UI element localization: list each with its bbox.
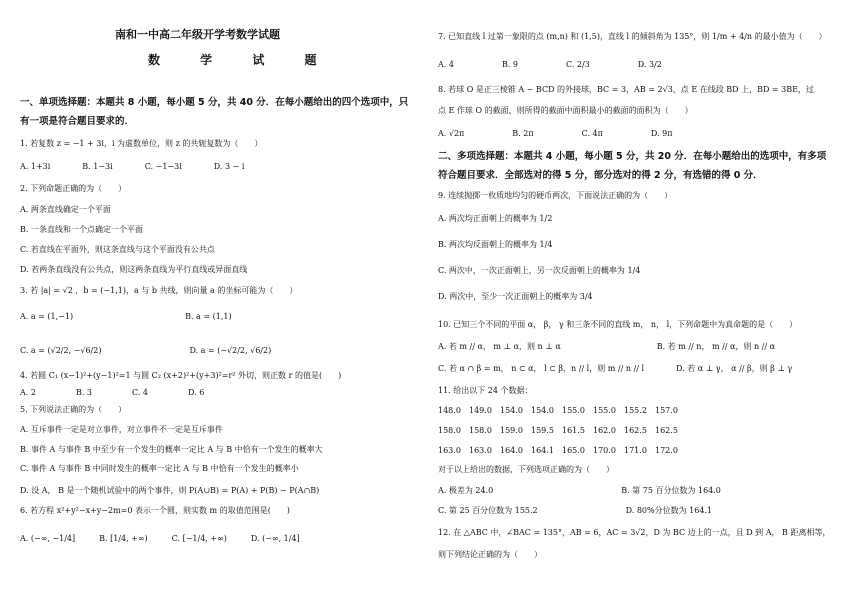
q3-options-ab: A. a = (1,−1) B. a = (1,1) xyxy=(20,312,232,321)
q11-options-cd: C. 第 25 百分位数为 155.2 D. 80%分位数为 164.1 xyxy=(438,506,713,515)
q8-stem: 8. 若球 O 是正三棱锥 A − BCD 的外接球，BC = 3，AB = 2√3，点 E 在线段 BD 上，BD = 3BE，过 xyxy=(438,85,814,94)
q10-stem: 10. 已知三个不同的平面 α， β， γ 和三条不同的直线 m， n， l，下列命题中为真命题的是（ ） xyxy=(438,320,798,329)
q12-stem-cont: 则下列结论正确的为（ ） xyxy=(438,550,542,559)
q2-option-a: A. 两条直线确定一个平面 xyxy=(20,205,111,214)
q5-option-d: D. 设 A， B 是一个随机试验中的两个事件，则 P(A∪B) = P(A) + P(B) − P(A∩B) xyxy=(20,486,320,495)
q8-stem-cont: 点 E 作球 O 的截面，则所得的截面中面积最小的截面的面积为（ ） xyxy=(438,106,693,115)
q9-option-c: C. 两次中，一次正面朝上，另一次反面朝上的概率为 1/4 xyxy=(438,266,641,275)
q10-options-ab: A. 若 m // α， m ⊥ α，则 n ⊥ α B. 若 m // n， m // α，则 n // α xyxy=(438,342,776,351)
q12-stem: 12. 在 △ABC 中，∠BAC = 135°，AB = 6，AC = 3√2，D 为 BC 边上的一点，且 D 到 A， B 距离相等， xyxy=(438,528,831,537)
q4-stem: 4. 若圆 C₁ (x−1)²+(y−1)²=1 与圆 C₂ (x+2)²+(y+3)²=r² 外切，则正数 r 的值是( ) xyxy=(20,371,342,380)
q5-option-c: C. 事件 A 与事件 B 中同时发生的概率一定比 A 与 B 中恰有一个发生的概率小 xyxy=(20,464,299,473)
q9-option-a: A. 两次均正面朝上的概率为 1/2 xyxy=(438,214,553,223)
exam-title: 南和一中高二年级开学考数学试题 xyxy=(115,28,280,41)
q2-stem: 2. 下列命题正确的为（ ） xyxy=(20,184,127,193)
section1-heading-cont: 有一项是符合题目要求的． xyxy=(20,116,135,127)
q11-options-ab: A. 极差为 24.0 B. 第 75 百分位数为 164.0 xyxy=(438,486,721,495)
q2-option-d: D. 若两条直线没有公共点，则这两条直线为平行直线或异面直线 xyxy=(20,265,248,274)
q6-stem: 6. 若方程 x²+y²−x+y−2m=0 表示一个圆，则实数 m 的取值范围是( ) xyxy=(20,506,290,515)
q7-stem: 7. 已知直线 l 过第一象限的点 (m,n) 和 (1,5)，直线 l 的倾斜角为 135°，则 1/m + 4/n 的最小值为（ ） xyxy=(438,32,827,41)
q8-options: A. √2π B. 2π C. 4π D. 9π xyxy=(438,129,673,138)
q11-data-row-3: 163.0 163.0 164.0 164.1 165.0 170.0 171.0 172.0 xyxy=(438,446,678,455)
section2-heading: 二、多项选择题：本题共 4 小题，每小题 5 分，共 20 分．在每小题给出的选项中，有多项 xyxy=(438,151,827,162)
q9-option-b: B. 两次均反面朝上的概率为 1/4 xyxy=(438,240,553,249)
exam-subtitle: 数 学 试 题 xyxy=(148,53,335,67)
q6-options: A. (−∞, −1/4] B. [1/4, +∞) C. [−1/4, +∞) D. (−∞, 1/4] xyxy=(20,534,300,543)
q1-stem: 1. 若复数 z = −1 + 3i，i 为虚数单位，则 z 的共轭复数为（ ） xyxy=(20,139,263,148)
q9-option-d: D. 两次中，至少一次正面朝上的概率为 3/4 xyxy=(438,292,593,301)
q11-stem: 11. 给出以下 24 个数据： xyxy=(438,386,533,395)
q5-option-b: B. 事件 A 与事件 B 中至少有一个发生的概率一定比 A 与 B 中恰有一个发生的概率大 xyxy=(20,445,323,454)
q9-stem: 9. 连续抛掷一枚质地均匀的硬币两次，下面说法正确的为（ ） xyxy=(438,191,673,200)
q2-option-c: C. 若直线在平面外，则这条直线与这个平面没有公共点 xyxy=(20,245,215,254)
q11-data-row-2: 158.0 158.0 159.0 159.5 161.5 162.0 162.5 162.5 xyxy=(438,426,678,435)
q1-options: A. 1+3i B. 1−3i C. −1−3i D. 3 − i xyxy=(20,162,245,171)
q3-options-cd: C. a = (√2/2, −√6/2) D. a = (−√2/2, √6/2) xyxy=(20,346,272,355)
q5-option-a: A. 互斥事件一定是对立事件，对立事件不一定是互斥事件 xyxy=(20,425,223,434)
q10-options-cd: C. 若 α ∩ β = m， n ⊂ α， l ⊂ β，n // l，则 m // n // l D. 若 α ⊥ γ， α // β，则 β ⊥ γ xyxy=(438,364,793,373)
q3-stem: 3. 若 |a| = √2 ，b = (−1,1)，a 与 b 共线，则向量 a 的坐标可能为（ ） xyxy=(20,286,298,295)
section1-heading: 一、单项选择题：本题共 8 小题，每小题 5 分，共 40 分．在每小题给出的四个选项中，只 xyxy=(20,97,409,108)
q7-options: A. 4 B. 9 C. 2/3 D. 3/2 xyxy=(438,60,662,69)
q11-data-row-1: 148.0 149.0 154.0 154.0 155.0 155.0 155.2 157.0 xyxy=(438,406,678,415)
q11-question: 对于以上给出的数据，下列选项正确的为（ ） xyxy=(438,465,614,474)
q2-option-b: B. 一条直线和一个点确定一个平面 xyxy=(20,225,143,234)
q4-options: A. 2 B. 3 C. 4 D. 6 xyxy=(20,388,205,397)
q5-stem: 5. 下列说法正确的为（ ） xyxy=(20,405,127,414)
section2-heading-cont: 符合题目要求．全部选对的得 5 分，部分选对的得 2 分，有选错的得 0 分． xyxy=(438,170,763,181)
